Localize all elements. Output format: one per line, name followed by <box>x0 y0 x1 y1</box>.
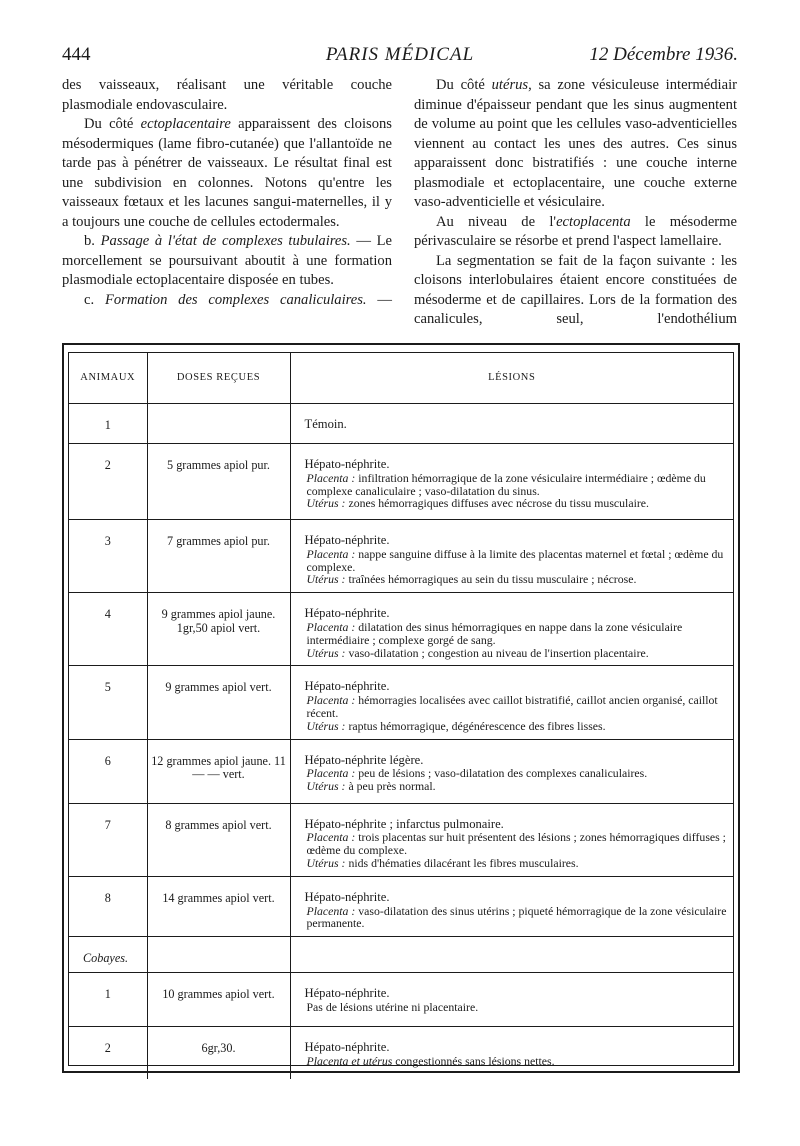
dose-cell <box>147 937 290 973</box>
animal-number: 6 <box>69 739 147 803</box>
table-row <box>69 739 733 803</box>
animal-number: 2 <box>69 444 147 520</box>
left-paragraph-1: des vaisseaux, réalisant une véritable couche plasmodiale endovasculaire. <box>62 77 392 113</box>
uterus-label: Utérus : <box>306 645 346 660</box>
uterus-finding <box>305 780 732 793</box>
placenta-label: Placenta : <box>306 903 356 918</box>
general-lesion: Hépato-néphrite. <box>304 533 390 547</box>
uterus-text: raptus hémorragique, dégénérescence des fibres lisses. <box>348 718 606 733</box>
uterus-label: Utérus : <box>306 572 346 587</box>
uterus-label: Utérus : <box>306 496 346 511</box>
header-lesions: LÉSIONS <box>290 353 733 404</box>
general-lesion: Hépato-néphrite. <box>304 457 390 471</box>
dose-cell: 6gr,30. <box>147 1027 290 1079</box>
table-row <box>69 666 733 739</box>
table-row <box>69 937 733 973</box>
lesions-cell <box>290 937 733 973</box>
lesions-cell <box>290 404 733 444</box>
placenta-text: peu de lésions ; vaso-dilatation des complexes canaliculaires. <box>358 766 648 781</box>
uterus-text: vaso-dilatation ; congestion au niveau de l'insertion placentaire. <box>348 645 649 660</box>
general-lesion: Hépato-néphrite légère. <box>304 752 424 767</box>
uterus-finding <box>305 647 732 660</box>
placenta-label: Placenta : <box>306 546 356 561</box>
general-lesion: Hépato-néphrite ; infarctus pulmonaire. <box>304 816 504 831</box>
uterus-finding <box>305 497 732 510</box>
uterus-label: Utérus : <box>306 855 346 870</box>
right-paragraph-2: Au niveau de l'ectoplacenta le mésoderme périvasculaire se résorbe et prend l'aspect lamellaire. <box>414 213 737 249</box>
table-row <box>69 444 733 520</box>
section-label-cobayes: Cobayes. <box>69 937 147 973</box>
uterus-label: Utérus : <box>306 718 346 733</box>
placenta-label: Placenta : <box>306 470 356 485</box>
dose-cell: 10 grammes apiol vert. <box>147 973 290 1027</box>
placenta-text: congestionnés sans lésions nettes. <box>395 1053 555 1068</box>
placenta-finding <box>305 1001 732 1014</box>
table-row <box>69 973 733 1027</box>
dose-cell: 8 grammes apiol vert. <box>147 803 290 876</box>
lesions-cell <box>290 1027 733 1079</box>
placenta-finding <box>305 831 732 857</box>
animal-number: 1 <box>69 404 147 444</box>
placenta-text: nappe sanguine diffuse à la limite des placentas maternel et fœtal ; œdème du complexe. <box>306 546 724 574</box>
table-row <box>69 876 733 936</box>
lesions-cell <box>290 973 733 1027</box>
table-row <box>69 803 733 876</box>
animal-number: 5 <box>69 666 147 739</box>
header-animaux: ANIMAUX <box>69 353 147 404</box>
placenta-text: trois placentas sur huit présentent des lésions ; zones hémorragiques diffuses ; œdème du complexe. <box>306 830 726 858</box>
placenta-finding <box>305 621 732 647</box>
dose-cell <box>147 404 290 444</box>
uterus-text: zones hémorragiques diffuses avec nécrose du tissu musculaire. <box>348 496 649 511</box>
animal-number: 8 <box>69 876 147 936</box>
lesions-cell <box>290 444 733 520</box>
lesions-table-inner <box>68 352 734 1066</box>
uterus-label: Utérus : <box>306 779 346 794</box>
animal-number: 4 <box>69 593 147 666</box>
issue-date: 12 Décembre 1936. <box>589 44 738 65</box>
placenta-text: dilatation des sinus hémorragiques en nappe dans la zone vésiculaire intermédiaire ; complexe gorgé de sang. <box>306 619 683 647</box>
placenta-finding <box>305 905 732 931</box>
table-row <box>69 593 733 666</box>
lesions-cell <box>290 876 733 936</box>
left-paragraph-2: Du côté ectoplacentaire apparaissent des cloisons mésodermiques (lame fibro-cutanée) que l'allantoïde ne tarde pas à pénétrer de vaisseaux. Le résultat final est une subdivision en colonnes. Notons qu'entre les vaisseaux fœtaux et les lacunes sangui-maternelles, il y a toujours une couche de cellules ectodermales. <box>62 116 392 230</box>
general-lesion: Hépato-néphrite. <box>304 679 390 694</box>
lesions-cell <box>290 739 733 803</box>
placenta-finding <box>305 1055 732 1068</box>
table-row <box>69 1027 733 1079</box>
animal-number: 7 <box>69 803 147 876</box>
lesions-table <box>69 353 733 1079</box>
placenta-label: Placenta : <box>306 766 356 781</box>
page-number: 444 <box>62 44 91 65</box>
placenta-label: Placenta : <box>306 693 356 708</box>
table-row <box>69 404 733 444</box>
lesions-table-frame <box>62 343 740 1073</box>
uterus-finding <box>305 720 732 733</box>
right-paragraph-3: La segmentation se fait de la façon suivante : les cloisons interlobulaires étaient encore constituées de mésoderme et de capillaires. Lors de la formation des canalicules, seul, l'endothélium <box>414 252 737 327</box>
left-column <box>62 76 392 310</box>
general-lesion: Hépato-néphrite. <box>304 889 390 904</box>
uterus-text: nids d'hématies dilacérant les fibres musculaires. <box>348 855 579 870</box>
uterus-text: à peu près normal. <box>348 779 436 794</box>
left-paragraph-3: b. Passage à l'état de complexes tubulaires. — Le morcellement se poursuivant aboutit à une formation plasmodiale ectoplacentaire disposée en tubes. <box>62 233 392 288</box>
lesions-cell <box>290 593 733 666</box>
journal-title: PARIS MÉDICAL <box>325 44 475 65</box>
table-row <box>69 520 733 593</box>
placenta-label: Placenta : <box>306 619 356 634</box>
uterus-finding <box>305 573 732 586</box>
lesions-cell <box>290 803 733 876</box>
placenta-label: Placenta et utérus <box>306 1053 393 1068</box>
lesions-cell <box>290 520 733 593</box>
lesions-cell <box>290 666 733 739</box>
placenta-text: infiltration hémorragique de la zone vésiculaire intermédiaire ; œdème du complexe canaliculaire ; vaso-dilatation du sinus. <box>306 470 706 498</box>
placenta-text: vaso-dilatation des sinus utérins ; piqueté hémorragique de la zone vésiculaire permanente. <box>306 903 727 931</box>
right-column <box>414 76 737 330</box>
placenta-text: Pas de lésions utérine ni placentaire. <box>306 999 479 1014</box>
right-paragraph-1: Du côté utérus, sa zone vésiculeuse intermédiair diminue d'épaisseur pendant que les sinus augmentent de volume au point que les cellules vaso-adventicielles viennent au contact les unes des autres. Ces sinus apparaissent donc bistratifiés : une couche interne plasmodiale et ectoplacentaire, une couche externe vaso-adventicielle et vésiculaire. <box>414 77 737 210</box>
placenta-text: hémorragies localisées avec caillot bistratifié, caillot ancien organisé, caillot récent. <box>306 693 718 720</box>
dose-cell: 9 grammes apiol jaune. 1gr,50 apiol vert. <box>147 593 290 666</box>
page-header <box>62 44 738 70</box>
uterus-finding <box>305 857 732 870</box>
animal-number: 2 <box>69 1027 147 1079</box>
dose-cell: 5 grammes apiol pur. <box>147 444 290 520</box>
placenta-finding <box>305 694 732 720</box>
general-lesion: Hépato-néphrite. <box>304 1040 390 1055</box>
dose-cell: 14 grammes apiol vert. <box>147 876 290 936</box>
general-lesion: Hépato-néphrite. <box>304 606 390 621</box>
placenta-label: Placenta : <box>306 830 356 845</box>
animal-number: 1 <box>69 973 147 1027</box>
general-lesion: Témoin. <box>304 417 347 431</box>
dose-cell: 9 grammes apiol vert. <box>147 666 290 739</box>
uterus-text: traînées hémorragiques au sein du tissu musculaire ; nécrose. <box>348 572 637 587</box>
placenta-finding <box>305 548 732 574</box>
dose-cell: 12 grammes apiol jaune. 11 — — vert. <box>147 739 290 803</box>
header-doses: DOSES REÇUES <box>147 353 290 404</box>
general-lesion: Hépato-néphrite. <box>304 986 390 1001</box>
animal-number: 3 <box>69 520 147 593</box>
dose-cell: 7 grammes apiol pur. <box>147 520 290 593</box>
left-paragraph-4: c. Formation des complexes canaliculaires. — <box>84 291 392 308</box>
placenta-finding <box>305 472 732 498</box>
